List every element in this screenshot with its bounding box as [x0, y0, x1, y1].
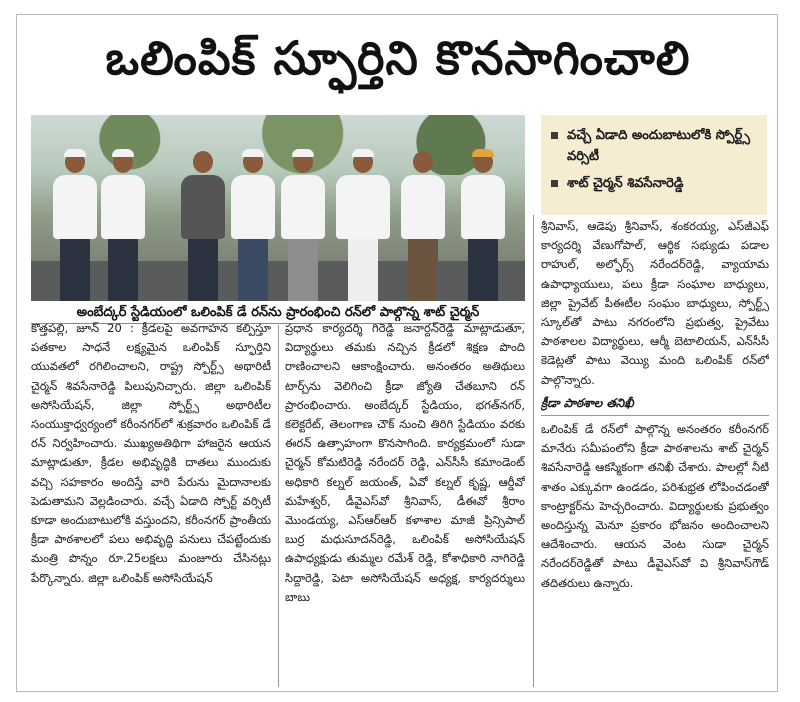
photo-runner — [53, 149, 97, 301]
column-divider — [278, 325, 279, 687]
article-column-2 — [285, 319, 525, 689]
photo-runner — [281, 149, 325, 301]
column-divider — [533, 215, 534, 687]
article-column-1 — [31, 319, 271, 689]
article-paragraph: ఒలింపిక్ డే రన్‌లో పాల్గొన్న అనంతరం కరీంనగర్ మానేరు సమీపంలోని క్రీడా పాఠశాలను శాట్ చైర్మన్ శివసేనారెడ్డి ఆకస్మికంగా తనిఖీ చేశారు. పాలల్లో నీటి శాతం ఎక్కువగా ఉండడం, పరిశుభ్రత లోపించడంతో కాంట్రాక్టర్‌ను హెచ్చరించారు. విద్యార్థులకు ప్రభుత్వం అందిస్తున్న మెనూ ప్రకారం భోజనం అందించాలని ఆదేశించారు. ఆయన వెంట సుడా చైర్మన్ నరేందర్‌రెడ్డితో పాటు డీవైఎస్‌వో వి శ్రీనివాస్‌గౌడ్ తదితరులు ఉన్నారు. — [541, 422, 769, 590]
photo-runner — [336, 149, 390, 301]
article-column-3 — [541, 217, 769, 689]
article-paragraph: శ్రీనివాస్, ఆడెపు శ్రీనివాస్, శంకరయ్య, ఎస్‌జీఎఫ్ కార్యదర్శి వేణుగోపాల్, ఆర్థిక సభ్యుడు పడాల రాహుల్, అల్ఫోర్స్ నరేందర్‌రెడ్డి, వ్యాయామ ఉపాధ్యాయులు, పలు క్రీడా సంఘాల బాధ్యులు, జిల్లా ప్రైవేట్ పీఈటీల సంఘం బాధ్యులు, స్పోర్ట్స్ స్కూల్‌తో పాటు నగరంలోని ప్రభుత్వ, ప్రైవేటు పాఠశాలల విద్యార్థులు, ఆర్మీ బెటాలియన్, ఎన్‌సీసీ కెడెట్లతో పాటు వెయ్యి మంది ఒలింపిక్ రన్‌లో పాల్గొన్నారు. — [541, 219, 769, 387]
highlight-item — [549, 125, 759, 167]
photo-runner — [231, 149, 275, 301]
photo-runner — [401, 151, 445, 301]
event-photo — [31, 115, 525, 301]
photo-runner — [101, 149, 145, 301]
highlight-item — [549, 173, 759, 194]
headline: ఒలింపిక్ స్ఫూర్తిని కొనసాగించాలి — [105, 31, 691, 85]
article-paragraph: కొత్తపల్లి, జూన్ 20 : క్రీడలపై అవగాహన కల్పిస్తూ పతకాల సాధనే లక్ష్యమైన ఒలింపిక్ స్ఫూర్తిని యువతలో రగిలించాలని, రాష్ట్ర స్పోర్ట్స్ అథారిటీ చైర్మన్ శివసేనారెడ్డి పిలుపునిచ్చారు. జిల్లా ఒలింపిక్ అసోసియేషన్, జిల్లా స్పోర్ట్స్ అథారిటీల సంయుక్తాధ్వర్యంలో కరీంనగర్‌లో శుక్రవారం ఒలింపిక్ డే రన్ నిర్వహించారు. ముఖ్యఅతిథిగా హాజరైన ఆయన మాట్లాడుతూ, క్రీడల అభివృద్ధికి దాతలు ముందుకు వచ్చి సహకారం అందిస్తే వారి పేరును మైదానాలకు పెడుతామని వెల్లడించారు. వచ్చే ఏడాది స్పోర్ట్ వర్సిటీ కూడా అందుబాటులోకి వస్తుందని, కరీంనగర్ ప్రాంతీయ క్రీడా పాఠశాలలో పలు అభివృద్ధి పనులు చేపట్టేందుకు మంత్రి పొన్నం రూ.25లక్షలు మంజూరు చేసినట్లు పేర్కొన్నారు. జిల్లా ఒలింపిక్ అసోసియేషన్ — [31, 321, 271, 585]
subheading: క్రీడా పాఠశాల తనిఖీ — [541, 395, 634, 410]
photo-caption: అంబేద్కర్ స్టేడియంలో ఒలింపిక్ డే రన్‌ను ప్రారంభించి రన్‌లో పాల్గొన్న శాట్ చైర్మన్ — [76, 305, 480, 320]
subheading-divider — [541, 415, 769, 416]
news-clipping — [16, 14, 778, 692]
photo-runner — [181, 151, 225, 301]
highlight-box — [541, 115, 767, 215]
bullet-icon — [551, 132, 558, 139]
highlight-text: శాట్ చైర్మన్ శివసేనారెడ్డి — [567, 176, 684, 191]
article-paragraph: ప్రధాన కార్యదర్శి గిరెడ్డి జనార్దన్‌రెడ్డి మాట్లాడుతూ, విద్యార్థులు తమకు నచ్చిన క్రీడలో శిక్షణ పొంది రాణించాలని ఆకాంక్షించారు. అనంతరం అతిథులు టార్చ్‌ను వెలిగించి క్రీడా జ్యోతి చేతబూని రన్ ప్రారంభించారు. అంబేద్కర్ స్టేడియం, భగత్‌నగర్, కలెక్టరేట్, తెలంగాణ చౌక్ నుంచి తిరిగి స్టేడియం వరకు ఈరన్ ఉత్సాహంగా కొనసాగింది. కార్యక్రమంలో సుడా చైర్మన్ కోమటిరెడ్డి నరేందర్ రెడ్డి, ఎన్‌సీసీ కమాండెంట్ అధికారి కల్నల్ జయంత్, ఏవో కల్నల్ కృష్ణ, ఆర్డీవో మహేశ్వర్, డీవైఎస్‌వో శ్రీనివాస్, డీఈవో శ్రీరాం మొండయ్య, ఎస్ఆర్ఆర్ కళాశాల మాజీ ప్రిన్సిపాల్ బుర్ర మధుసూదన్‌రెడ్డి, ఒలింపిక్ అసోసియేషన్ ఉపాధ్యక్షుడు తుమ్మల రమేశ్ రెడ్డి, కోశాధికారి నాగిరెడ్డి సిద్దారెడ్డి, పెటా అసోసియేషన్ అధ్యక్ష, కార్యదర్శులు బాబు — [285, 321, 525, 604]
highlight-text: వచ్చే ఏడాది అందుబాటులోకి స్పోర్ట్స్ వర్సిటీ — [567, 128, 750, 164]
bullet-icon — [551, 180, 558, 187]
photo-runner — [461, 149, 505, 301]
